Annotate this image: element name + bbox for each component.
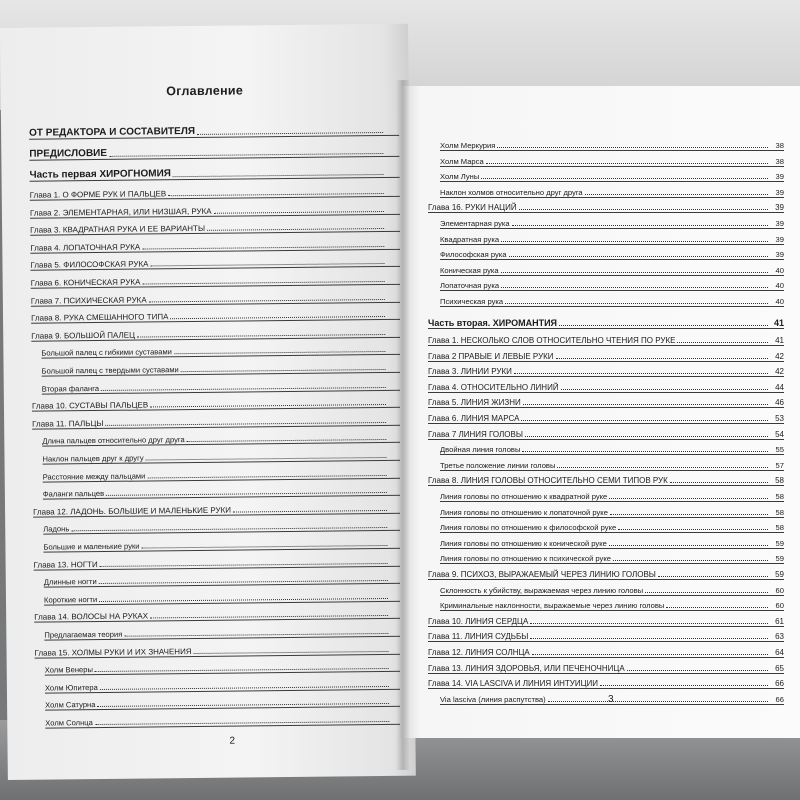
toc-entry [428,411,784,424]
toc-entry [428,661,784,674]
toc-leader-dots [99,571,388,584]
toc-entry-title: Глава 1. НЕСКОЛЬКО СЛОВ ОТНОСИТЕЛЬНО ЧТЕНИЯ ПО РУКЕ [428,336,676,345]
toc-entry [29,141,399,161]
toc-entry-page: 57 [775,460,784,470]
toc-entry-title: Глава 14. VIA LASCIVA И ЛИНИЯ ИНТУИЦИИ [428,679,598,689]
toc-leader-dots [609,536,768,546]
toc-entry-page: 54 [775,429,784,439]
toc-entry-title: Глава 10. СУСТАВЫ ПАЛЬЦЕВ [31,400,149,411]
toc-entry-title: Наклон холмов относительно друг друга [440,187,583,197]
toc-entry-title: Линия головы по отношению к квадратной руке [440,492,608,501]
toc-entry [31,306,401,324]
toc-entry [42,376,402,394]
toc-entry-title: Психическая рука [440,297,504,306]
toc-entry-page: 40 [775,281,784,291]
toc-entry-page: 55 [775,445,784,455]
toc-leader-dots [142,237,384,250]
toc-entry [440,154,784,167]
toc-leader-dots [109,144,383,157]
toc-entry [440,185,784,198]
toc-entry-title: Глава 5. ЛИНИЯ ЖИЗНИ [428,398,521,408]
toc-entry [42,429,402,447]
toc-entry-title: Глава 7 ЛИНИЯ ГОЛОВЫ [428,429,523,439]
toc-leader-dots [100,677,389,690]
toc-leader-dots [530,629,768,639]
toc-entry-title: Холм Луны [440,172,480,182]
toc-entry [440,232,784,245]
toc-entry-title: Глава 8. РУКА СМЕШАННОГО ТИПА [30,312,169,323]
toc-entry [34,605,404,623]
toc-leader-dots [548,692,768,702]
toc-entry-page: 58 [775,492,784,501]
toc-entry-title: Глава 1. О ФОРМЕ РУК И ПАЛЬЦЕВ [29,189,167,200]
toc-entry-page: 39 [775,187,784,197]
toc-entry [440,551,784,564]
toc-entry [440,583,784,596]
toc-entry-page: 66 [775,694,784,704]
right-page [400,86,800,738]
toc-entry-page: 39 [775,203,784,213]
toc-entry [440,458,784,471]
toc-entry [44,570,404,588]
toc-entry-title: Глава 12. ЛИНИЯ СОЛНЦА [428,648,530,657]
toc-entry-title: Склонность к убийству, выражаемая через линию головы [440,585,644,595]
toc-leader-dots [618,520,768,530]
toc-entry-title: Глава 2 ПРАВЫЕ И ЛЕВЫЕ РУКИ [428,351,554,361]
toc-leader-dots [146,448,387,461]
left-page-number: 2 [229,735,236,747]
toc-entry-title: Большой палец с гибкими суставами [41,347,172,358]
toc-entry [440,294,784,307]
toc-entry [428,395,784,408]
toc-entry [428,314,784,329]
toc-leader-dots [613,551,768,561]
toc-leader-dots [561,380,768,390]
toc-leader-dots [521,411,768,421]
toc-leader-dots [150,395,386,407]
toc-leader-dots [197,123,383,135]
toc-entry-title: Глава 14. ВОЛОСЫ НА РУКАХ [34,611,149,623]
toc-leader-dots [609,489,768,499]
toc-entry [41,341,401,359]
toc-entry-title: Глава 5. ФИЛОСОФСКАЯ РУКА [30,259,149,271]
toc-entry [30,236,400,254]
toc-entry-title: Глава 10. ЛИНИЯ СЕРДЦА [428,616,529,626]
toc-entry [42,359,402,377]
toc-entry-page: 40 [775,297,784,306]
toc-entry-title: Холм Меркурия [440,141,496,150]
right-page-number: 3 [608,694,614,705]
toc-leader-dots [556,349,768,359]
toc-entry [440,442,784,455]
toc-leader-dots [666,598,768,608]
toc-entry [31,324,401,342]
toc-leader-dots [99,589,388,602]
toc-entry-title: Глава 13. ЛИНИЯ ЗДОРОВЬЯ, ИЛИ ПЕЧЕНОЧНИЦА [428,663,625,673]
toc-entry [31,288,401,306]
toc-leader-dots [627,661,768,671]
toc-leader-dots [677,333,768,343]
toc-entry-title: Холм Сатурна [45,700,96,710]
toc-leader-dots [181,360,386,372]
toc-leader-dots [95,712,390,725]
toc-leader-dots [137,325,385,338]
toc-leader-dots [501,232,768,242]
toc-entry-title: Глава 3. ЛИНИИ РУКИ [428,367,512,377]
toc-entry-title: Криминальные наклонности, выражаемые через линию головы [440,601,665,611]
toc-entry-title: Глава 3. КВАДРАТНАЯ РУКА И ЕЕ ВАРИАНТЫ [30,224,206,235]
toc-entry-page: 42 [775,367,784,377]
toc-entry-page: 58 [775,476,784,486]
toc-leader-dots [97,694,389,707]
toc-entry-page: 59 [775,554,784,564]
toc-entry [45,676,405,694]
toc-leader-dots [106,483,387,496]
toc-entry-page: 41 [773,318,784,328]
toc-entry-title: Глава 2. ЭЛЕМЕНТАРНАЯ, ИЛИ НИЗШАЯ, РУКА [29,206,212,218]
toc-entry [34,640,404,658]
toc-entry [43,535,403,553]
toc-entry [428,614,784,627]
toc-entry-page: 65 [775,663,784,673]
toc-entry [42,447,402,465]
toc-entry-title: Холм Марса [440,156,484,166]
toc-entry-page: 59 [775,570,784,579]
toc-leader-dots [233,501,387,513]
toc-entry [428,200,784,213]
toc-leader-dots [670,473,768,483]
toc-entry-title: Линия головы по отношению к философской руке [440,523,617,533]
toc-entry-title: Наклон пальцев друг к другу [42,453,144,464]
toc-leader-dots [522,442,768,452]
toc-heading: Оглавление [166,83,244,99]
toc-entry [30,218,400,236]
toc-entry [440,489,784,502]
toc-entry-title: Вторая фаланга [41,383,100,394]
toc-entry-title: Большие и маленькие руки [43,541,140,552]
toc-entry [44,623,404,641]
toc-entry-title: Глава 16. РУКИ НАЦИЙ [428,203,517,213]
toc-entry-title: Глава 13. НОГТИ [33,559,98,570]
toc-leader-dots [187,430,387,442]
toc-leader-dots [512,216,768,226]
toc-entry-page: 63 [775,632,784,642]
toc-entry-title: Квадратная рука [440,234,500,244]
toc-entry-page: 39 [775,219,784,228]
toc-entry [428,567,784,580]
toc-leader-dots [501,278,768,288]
toc-leader-dots [523,395,768,405]
toc-leader-dots [645,583,768,593]
toc-leader-dots [557,458,768,468]
toc-entry-title: Глава 9. ПСИХОЗ, ВЫРАЖАЕМЫЙ ЧЕРЕЗ ЛИНИЮ ГОЛОВЫ [428,570,656,579]
toc-entry [45,693,405,711]
toc-entry-title: Линия головы по отношению к лопаточной руке [440,507,608,517]
toc-leader-dots [124,624,388,637]
toc-entry [428,364,784,377]
toc-entry-title: Коническая рука [440,265,499,275]
toc-entry [440,278,784,291]
toc-leader-dots [481,169,768,179]
toc-entry-title: Двойная линия головы [440,445,521,455]
toc-leader-dots [147,466,386,479]
toc-entry-title: Глава 4. ЛОПАТОЧНАЯ РУКА [30,242,141,253]
toc-entry [33,500,403,518]
toc-entry-title: Часть вторая. ХИРОМАНТИЯ [428,318,558,328]
toc-entry-page: 64 [775,648,784,657]
toc-leader-dots [170,307,385,319]
toc-leader-dots [530,614,768,624]
toc-entry-page: 42 [775,351,784,361]
toc-entry-page: 40 [775,265,784,275]
toc-entry [45,711,405,729]
toc-leader-dots [497,138,768,148]
toc-leader-dots [509,247,769,257]
toc-entry-title: Via lasciva (линия распутства) [440,694,546,704]
toc-entry [428,333,784,346]
toc-entry-title: Глава 6. ЛИНИЯ МАРСА [428,414,520,423]
toc-entry-title: Глава 11. ПАЛЬЦЫ [32,418,104,429]
toc-entry-title: Глава 7. ПСИХИЧЕСКАЯ РУКА [30,295,147,306]
toc-entry-page: 41 [775,336,784,345]
toc-entry-title: Третье положение линии головы [440,460,556,470]
toc-leader-dots [150,254,384,266]
toc-entry-page: 38 [775,156,784,166]
toc-entry-page: 58 [775,507,784,517]
toc-entry-page: 59 [775,538,784,548]
toc-leader-dots [149,290,385,302]
toc-entry [45,658,405,676]
toc-leader-dots [600,676,768,686]
toc-entry [440,169,784,182]
toc-entry [428,676,784,689]
toc-leader-dots [173,165,384,177]
toc-entry-title: Глава 9. БОЛЬШОЙ ПАЛЕЦ [31,330,136,341]
toc-entry [428,645,784,658]
toc-leader-dots [519,200,768,210]
toc-leader-dots [100,554,388,567]
toc-leader-dots [610,505,768,515]
toc-entry-title: ОТ РЕДАКТОРА И СОСТАВИТЕЛЯ [29,125,196,139]
toc-entry [428,473,784,486]
toc-entry [32,394,402,412]
toc-leader-dots [486,154,768,164]
toc-entry-page: 66 [775,679,784,689]
toc-entry-title: Ладонь [43,524,70,534]
toc-entry [30,183,400,201]
toc-entry [43,517,403,535]
toc-entry-title: Расстояние между пальцами [42,471,146,482]
toc-entry [440,263,784,276]
toc-leader-dots [174,342,386,354]
toc-entry [440,247,784,260]
toc-entry-title: Элементарная рука [440,219,510,228]
toc-entry-title: Длинные ногти [43,577,97,587]
toc-entry [34,552,404,570]
toc-entry [32,412,402,430]
toc-entry [29,162,399,182]
toc-leader-dots [505,294,768,304]
toc-entry-title: Длина пальцев относительно друг друга [42,435,185,446]
toc-leader-dots [95,659,389,672]
toc-leader-dots [71,518,387,531]
toc-entry-title: Глава 12. ЛАДОНЬ. БОЛЬШИЕ И МАЛЕНЬКИЕ РУКИ [33,505,232,517]
toc-entry-title: Линия головы по отношению к конической руке [440,538,607,548]
toc-entry [30,200,400,218]
toc-leader-dots [207,219,384,231]
toc-entry-page: 38 [775,141,784,150]
toc-entry-title: Глава 6. КОНИЧЕСКАЯ РУКА [30,277,141,288]
toc-entry-title: Линия головы по отношению к психической руке [440,554,611,564]
toc-leader-dots [501,263,768,273]
toc-entry [440,520,784,533]
toc-entry [440,138,784,151]
toc-entry-page: 39 [775,172,784,182]
toc-entry [428,427,784,440]
toc-entry-title: Короткие ногти [43,594,98,605]
toc-entry [428,349,784,362]
toc-entry [440,536,784,549]
toc-entry-page: 60 [775,601,784,611]
toc-entry-title: Лопаточная рука [440,281,500,291]
toc-leader-dots [585,185,768,195]
toc-entry [43,464,403,482]
toc-leader-dots [142,272,384,285]
toc-entry-title: Философская рука [440,250,507,260]
toc-leader-dots [525,427,768,437]
toc-entry [440,505,784,518]
toc-leader-dots [141,536,387,549]
toc-entry-title: Большой палец с твердыми суставами [41,365,179,376]
toc-entry-page: 60 [775,585,784,595]
toc-entry [29,120,399,140]
toc-leader-dots [214,202,384,214]
toc-entry [44,588,404,606]
toc-leader-dots [559,316,768,326]
left-page [0,24,416,780]
toc-entry-title: Глава 15. ХОЛМЫ РУКИ И ИХ ЗНАЧЕНИЯ [34,646,192,658]
toc-leader-dots [168,184,384,196]
toc-leader-dots [101,378,386,391]
toc-leader-dots [105,413,386,426]
toc-entry-page: 44 [775,382,784,392]
toc-entry-page: 46 [775,398,784,408]
toc-entry-page: 39 [775,250,784,260]
toc-entry [30,253,400,271]
toc-entry-title: Глава 4. ОТНОСИТЕЛЬНО ЛИНИЙ [428,382,559,392]
toc-entry-title: ПРЕДИСЛОВИЕ [29,147,108,160]
toc-entry-title: Холм Юпитера [44,682,98,693]
toc-entry-title: Фаланги пальцев [42,489,105,499]
toc-entry-title: Холм Венеры [44,665,93,675]
toc-entry [43,482,403,500]
toc-leader-dots [658,567,768,577]
toc-entry [428,629,784,642]
toc-entry [440,598,784,611]
toc-leader-dots [532,645,768,655]
toc-entry-page: 58 [775,523,784,533]
toc-entry-title: Глава 11. ЛИНИЯ СУДЬБЫ [428,632,529,642]
toc-entry-title: Глава 8. ЛИНИЯ ГОЛОВЫ ОТНОСИТЕЛЬНО СЕМИ ТИПОВ РУК [428,476,668,486]
book-gutter [396,80,410,770]
toc-entry [31,271,401,289]
toc-entry-title: Предлагаемая теория [44,629,123,640]
toc-entry-page: 61 [775,616,784,626]
toc-entry [440,216,784,229]
toc-leader-dots [150,606,388,618]
toc-entry-page: 53 [775,414,784,423]
toc-entry-title: Холм Солнца [45,718,93,728]
toc-entry [428,380,784,393]
toc-entry-title: Часть первая ХИРОГНОМИЯ [29,168,172,181]
toc-entry-page: 39 [775,234,784,244]
toc-leader-dots [514,364,768,374]
toc-leader-dots [194,642,389,654]
